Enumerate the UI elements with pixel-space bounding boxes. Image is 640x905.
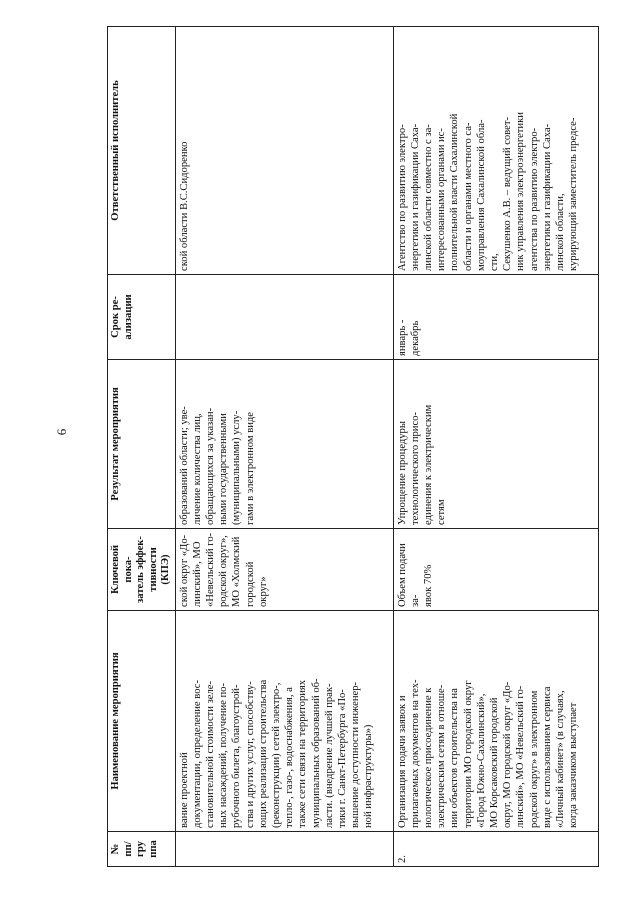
header-responsible: Ответственный исполнитель: [108, 27, 176, 275]
header-name: Наименование мероприятия: [108, 611, 176, 832]
header-term: Срок ре- ализации: [108, 275, 176, 360]
table-row: [393, 27, 599, 867]
cell-term: [175, 275, 393, 360]
cell-name: Организация подачи заявок и прилагаемых документов на тех- нологическое присоединение к электрическим сетям в отноше- нии объектов строительства на территории МО городской округ «Город Южно-Сахалинский», МО Корсаковский городской округ, МО городской округ «До- линский», МО «Невельский го- родской округ» в электронном виде с использованием сервиса «Личный кабинет» (в случаях, когда заказчиком выступает: [393, 611, 599, 832]
header-kpi: Ключевой пока- затель эффек- тивности (КПЭ): [108, 529, 176, 611]
cell-num: 2.: [393, 832, 599, 867]
header-num: № пп/ гру ппа: [108, 832, 176, 867]
cell-kpi: Объем подачи за- явок 70%: [393, 529, 599, 611]
cell-responsible: ской области В.С.Сидоренко: [175, 27, 393, 275]
page-number: 6: [54, 428, 69, 436]
measures-table-container: [107, 69, 599, 867]
cell-responsible: Агентство по развитию электро- энергетики и газификации Саха- линской области совместно с за- интересованными органами ис- полнительной власти Сахалинской области и органами местного са- моуправления Сахалинской обла- сти, Секушенко А.В. – ведущий совет- ник управления электроэнергетики агентства по развитию электро- энергетики и газификации Саха- линской области, курирующий заместитель предсе-: [393, 27, 599, 275]
cell-result: Упрощение процедуры технологического присо- единения к электрическим сетям: [393, 360, 599, 529]
measures-table: [107, 26, 599, 867]
header-result: Результат мероприятия: [108, 360, 176, 529]
cell-name: вание проектной документации, определение вос- становительной стоимости зеле- ных насаждений, получение по- рубочного билета, благоустрой- ства и других услуг, способству- ющих реализации строительства (реконструкции) сетей электро-, тепло-, газо-, водоснабжения, а также сети связи на территориях муниципальных образований об- ласти. (внедрение лучшей прак- тики г. Санкт-Петербурга «По- вышение доступности инженер- ной инфраструктуры»): [175, 611, 393, 832]
cell-kpi: ской округ «До- линский», МО «Невельский го- родской округ», МО «Холмский городской округ»: [175, 529, 393, 611]
cell-num: [175, 832, 393, 867]
table-header-row: [108, 27, 176, 867]
cell-term: январь - декабрь: [393, 275, 599, 360]
cell-result: образований области; уве- личение количества лиц, обращающихся за указан- ными государственными (муниципальными) услу- гами в электронном виде: [175, 360, 393, 529]
table-row: [175, 27, 393, 867]
